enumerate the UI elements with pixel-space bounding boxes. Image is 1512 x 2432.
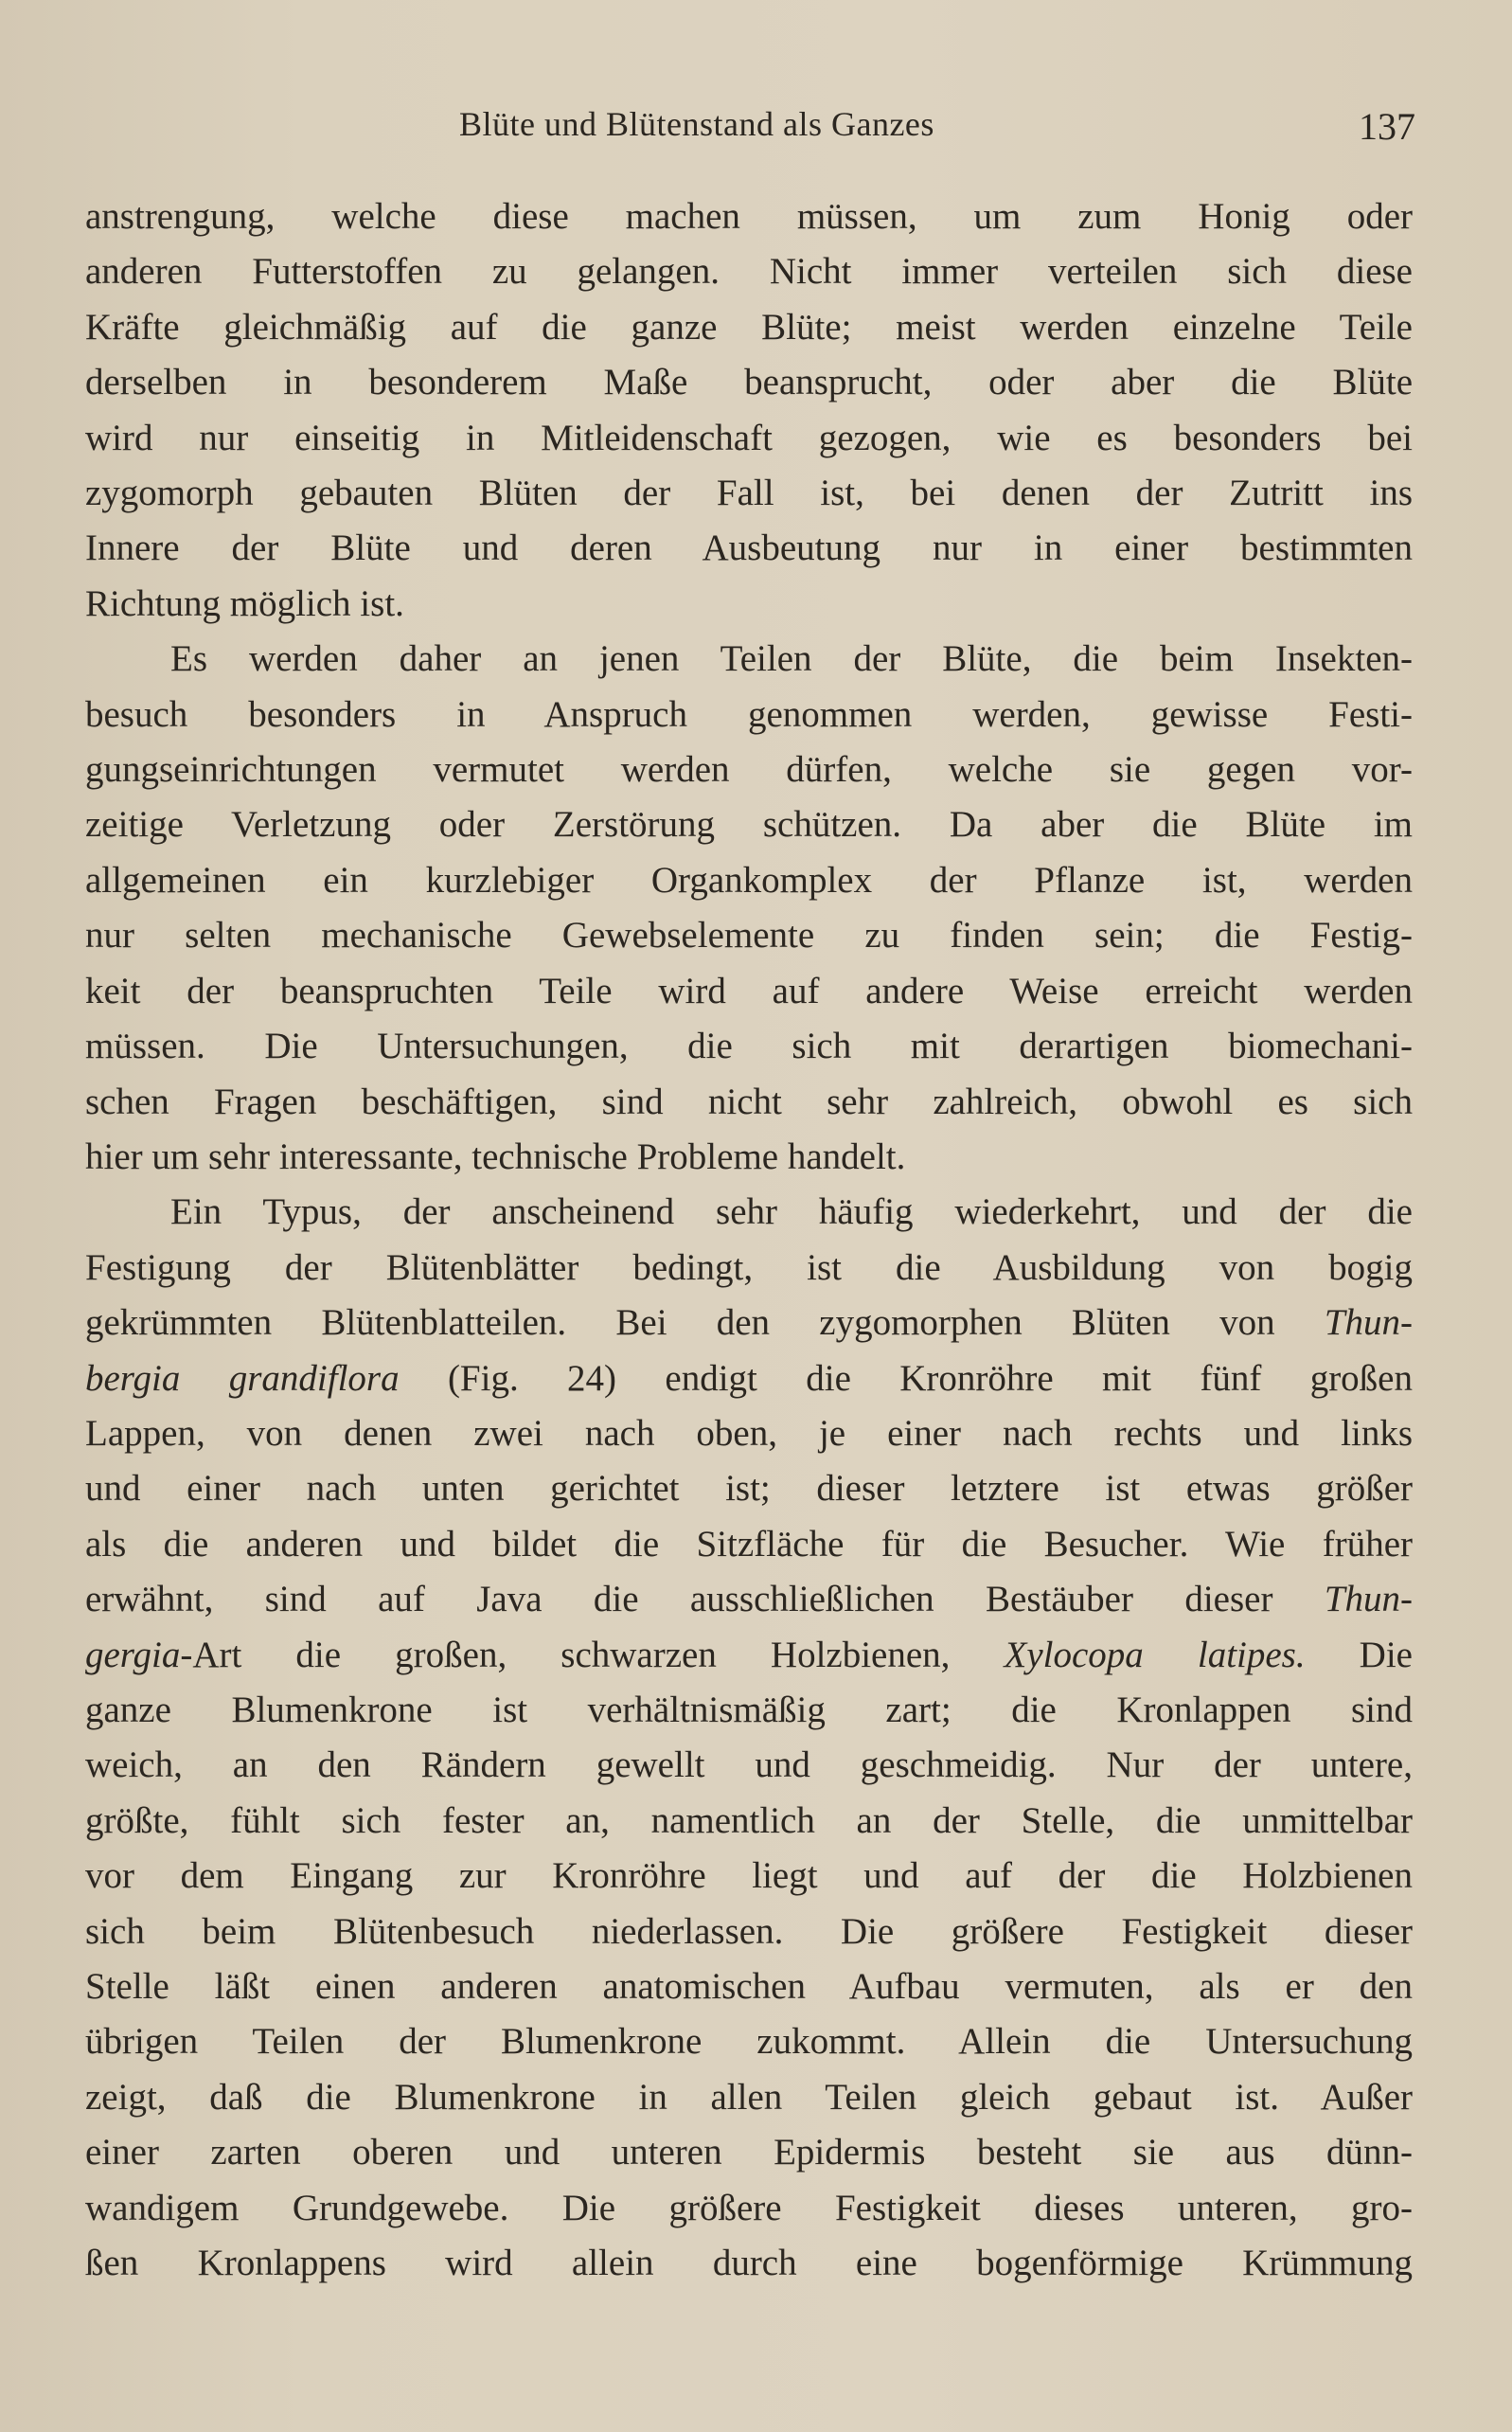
text-line: Ein Typus, der anscheinend sehr häufig wiederkehrt, und der die: [170, 1191, 1413, 1233]
species-name: bergia grandiflora: [85, 1357, 400, 1399]
running-title: Blüte und Blütenstand als Ganzes: [459, 105, 934, 143]
paragraph-3: [85, 1185, 1413, 2291]
paragraph-1: [85, 189, 1413, 632]
text-line: größte, fühlt sich fester an, namentlich an der Stelle, die unmittelbar: [85, 1799, 1413, 1841]
body-text: [85, 189, 1413, 2291]
text-fragment: gekrümmten Blütenblatteilen. Bei den zygomorphen Blüten von: [85, 1302, 1325, 1344]
text-line: derselben in besonderem Maße beansprucht, oder aber die Blüte: [85, 362, 1413, 403]
text-line: gungseinrichtungen vermutet werden dürfen, welche sie gegen vor-: [85, 749, 1413, 791]
text-line: ßen Kronlappens wird allein durch eine bogenförmige Krümmung: [85, 2243, 1413, 2284]
species-name: Xylocopa latipes.: [1004, 1634, 1306, 1675]
text-line: keit der beanspruchten Teile wird auf andere Weise erreicht werden: [85, 970, 1413, 1011]
text-line: hier um sehr interessante, technische Probleme handelt.: [85, 1136, 906, 1177]
text-line: allgemeinen ein kurzlebiger Organkomplex der Pflanze ist, werden: [85, 859, 1413, 901]
page-number: 137: [1359, 105, 1415, 148]
text-line: sich beim Blütenbesuch niederlassen. Die größere Festigkeit dieser: [85, 1910, 1413, 1952]
text-line: müssen. Die Untersuchungen, die sich mit derartigen biomechani-: [85, 1026, 1413, 1067]
text-line: ganze Blumenkrone ist verhältnismäßig zart; die Kronlappen sind: [85, 1689, 1413, 1730]
text-line: wandigem Grundgewebe. Die größere Festigkeit dieses unteren, gro-: [85, 2187, 1413, 2228]
text-line: wird nur einseitig in Mitleidenschaft gezogen, wie es besonders bei: [85, 417, 1413, 458]
species-name: gergia: [85, 1634, 181, 1675]
text-line: vor dem Eingang zur Kronröhre liegt und auf der die Holzbienen: [85, 1855, 1413, 1897]
text-line: weich, an den Rändern gewellt und geschmeidig. Nur der untere,: [85, 1744, 1413, 1786]
text-line: als die anderen und bildet die Sitzfläche für die Besucher. Wie früher: [85, 1523, 1413, 1565]
text-line: [85, 1351, 1413, 1406]
text-line: zeigt, daß die Blumenkrone in allen Teilen gleich gebaut ist. Außer: [85, 2076, 1413, 2118]
text-line: [85, 1628, 1413, 1683]
text-fragment: erwähnt, sind auf Java die ausschließlichen Bestäuber dieser: [85, 1579, 1325, 1620]
text-line: und einer nach unten gerichtet ist; dieser letztere ist etwas größer: [85, 1468, 1413, 1510]
species-name: Thun-: [1324, 1579, 1413, 1620]
text-line: einer zarten oberen und unteren Epidermis besteht sie aus dünn-: [85, 2132, 1413, 2173]
text-line: Festigung der Blütenblätter bedingt, ist die Ausbildung von bogig: [85, 1246, 1413, 1288]
text-line: zygomorph gebauten Blüten der Fall ist, bei denen der Zutritt ins: [85, 473, 1413, 514]
text-line: schen Fragen beschäftigen, sind nicht sehr zahlreich, obwohl es sich: [85, 1081, 1413, 1122]
text-line: anderen Futterstoffen zu gelangen. Nicht immer verteilen sich diese: [85, 251, 1413, 293]
text-line: Richtung möglich ist.: [85, 582, 404, 624]
text-line: [85, 1572, 1413, 1627]
text-line: Es werden daher an jenen Teilen der Blüte, die beim Insekten-: [170, 638, 1413, 680]
page-header: [85, 104, 1415, 161]
text-fragment: Die: [1305, 1634, 1413, 1675]
text-fragment: (Fig. 24) endigt die Kronröhre mit fünf großen: [399, 1357, 1413, 1399]
text-line: [85, 1296, 1413, 1350]
text-line: nur selten mechanische Gewebselemente zu finden sein; die Festig-: [85, 915, 1413, 957]
text-line: Lappen, von denen zwei nach oben, je einer nach rechts und links: [85, 1412, 1413, 1454]
species-name: Thun-: [1324, 1302, 1413, 1344]
text-fragment: -Art die großen, schwarzen Holzbienen,: [180, 1634, 1005, 1675]
text-line: besuch besonders in Anspruch genommen werden, gewisse Festi-: [85, 693, 1413, 735]
text-line: Kräfte gleichmäßig auf die ganze Blüte; meist werden einzelne Teile: [85, 306, 1413, 348]
text-line: anstrengung, welche diese machen müssen, um zum Honig oder: [85, 196, 1413, 237]
text-line: Innere der Blüte und deren Ausbeutung nur in einer bestimmten: [85, 528, 1413, 569]
paragraph-2: [85, 632, 1413, 1185]
text-line: übrigen Teilen der Blumenkrone zukommt. Allein die Untersuchung: [85, 2021, 1413, 2063]
text-line: zeitige Verletzung oder Zerstörung schützen. Da aber die Blüte im: [85, 804, 1413, 846]
text-line: Stelle läßt einen anderen anatomischen Aufbau vermuten, als er den: [85, 1966, 1413, 2007]
